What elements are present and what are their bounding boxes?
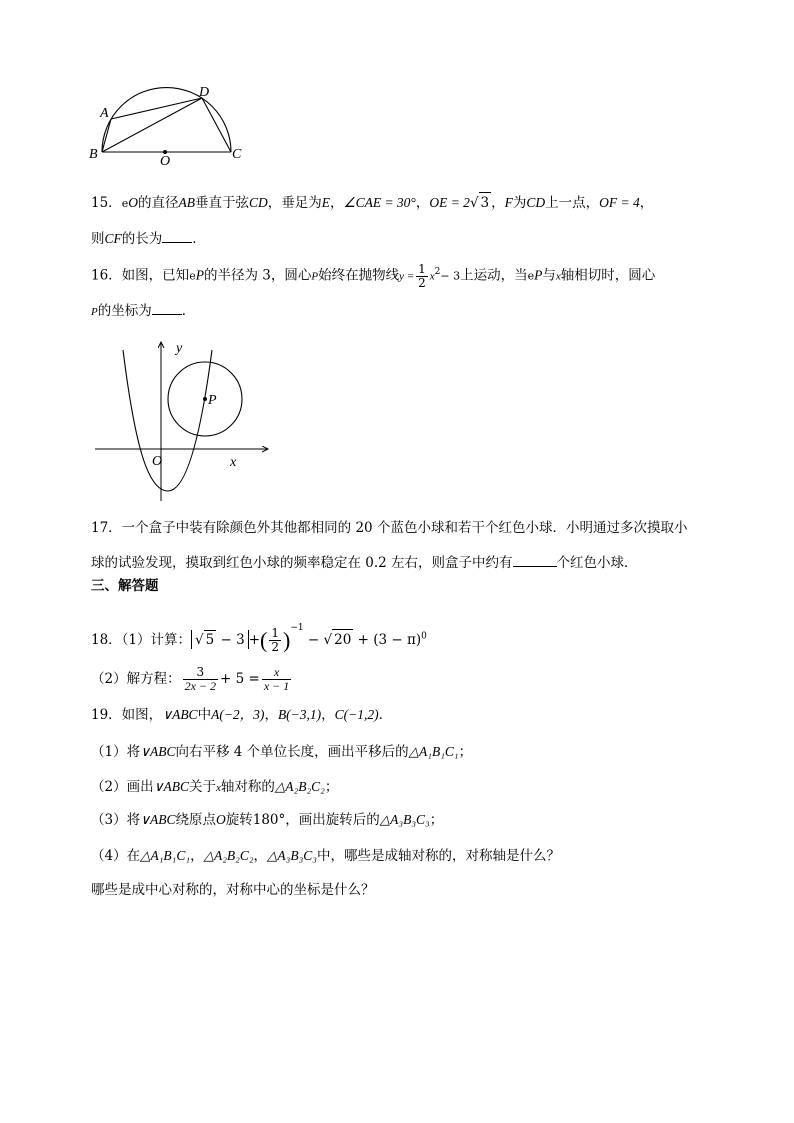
text: 中 bbox=[197, 707, 212, 723]
math-OE: OE = 2 bbox=[429, 195, 470, 210]
label-C: C bbox=[232, 147, 242, 162]
label-A: A bbox=[100, 106, 109, 121]
math-CD: CD bbox=[526, 195, 546, 210]
circle-symbol: e bbox=[527, 269, 535, 283]
math-P: P bbox=[534, 267, 543, 283]
text: ， bbox=[253, 848, 268, 864]
fraction bbox=[183, 666, 218, 693]
sqrt-3: 3 bbox=[479, 192, 492, 213]
fraction-half bbox=[416, 263, 428, 290]
text: ． bbox=[378, 707, 393, 723]
text: 垂直于弦 bbox=[194, 195, 249, 211]
text: （2）解方程： bbox=[91, 671, 181, 687]
label-D: D bbox=[199, 85, 210, 100]
text: ， bbox=[639, 195, 654, 211]
text: ； bbox=[324, 779, 339, 795]
text: 的半径为 3，圆心 bbox=[203, 267, 312, 284]
label-y: y bbox=[176, 341, 183, 356]
math-P: P bbox=[91, 306, 98, 318]
text: 轴对称的 bbox=[220, 779, 275, 795]
text: + bbox=[248, 632, 261, 648]
text: 的坐标为 bbox=[97, 303, 152, 319]
text: 轴相切时，圆心 bbox=[560, 267, 656, 284]
math-triangle-2: △A₂B₂C₂ bbox=[203, 848, 254, 863]
sqrt-sign: √ bbox=[323, 632, 333, 648]
sqrt-5: 5 bbox=[205, 632, 215, 648]
exponent: −1 bbox=[290, 623, 304, 633]
math-B: B(−3,1) bbox=[277, 707, 322, 722]
q17-line1: 17．一个盒子中装有除颜色外其他都相同的 20 个蓝色小球和若干个红色小球．小明通过多次摸取小 bbox=[91, 520, 688, 536]
q19-step2 bbox=[91, 777, 338, 798]
sqrt-sign: √ bbox=[195, 632, 204, 648]
q15-line2 bbox=[91, 228, 206, 249]
math-x: x bbox=[429, 270, 435, 283]
q17-line2 bbox=[91, 552, 638, 573]
math-CD: CD bbox=[248, 195, 268, 210]
math-triangle: ∨ABC bbox=[140, 812, 176, 827]
text: 为 bbox=[512, 195, 527, 211]
absolute-value bbox=[191, 630, 249, 649]
math-P: P bbox=[195, 267, 204, 283]
text: ， bbox=[264, 707, 278, 723]
text: 绕原点 bbox=[175, 812, 216, 828]
sqrt-20: 20 bbox=[332, 629, 353, 650]
text: ． bbox=[181, 303, 196, 319]
math-E: E bbox=[321, 195, 330, 210]
text: 的长为 bbox=[121, 231, 163, 247]
circle-symbol: e bbox=[189, 269, 196, 283]
text: 中，哪些是成轴对称的，对称轴是什么？ bbox=[317, 848, 560, 864]
center-P-dot bbox=[203, 397, 207, 401]
text: + bbox=[353, 632, 374, 648]
chord-BD bbox=[102, 98, 202, 152]
text: − 3 bbox=[216, 632, 245, 648]
text: ； bbox=[429, 812, 444, 828]
exponent: 2 bbox=[434, 267, 441, 277]
text: ， bbox=[491, 195, 505, 211]
text: （1）将 bbox=[91, 744, 141, 760]
text: 旋转180°，画出旋转后的 bbox=[225, 812, 380, 828]
q15-line1 bbox=[91, 192, 653, 214]
text: 关于 bbox=[188, 779, 216, 795]
math-x: x bbox=[555, 270, 561, 283]
q19-step3 bbox=[91, 810, 443, 830]
text: ， bbox=[415, 195, 430, 211]
text: 球的试验发现，摸取到红色小球的频率稳定在 0.2 左右，则盒子中约有 bbox=[91, 555, 513, 571]
text: 的直径 bbox=[137, 195, 179, 211]
text: 则 bbox=[91, 231, 105, 247]
label-P: P bbox=[208, 393, 217, 408]
math-CF: CF bbox=[104, 231, 122, 246]
math-P: P bbox=[311, 270, 319, 283]
circle-symbol: e bbox=[121, 197, 129, 210]
semicircle-figure bbox=[86, 82, 256, 166]
q15-number: 15． bbox=[91, 195, 122, 211]
q16-number: 16．如图，已知 bbox=[91, 267, 190, 284]
math-triangle: ∨ABC bbox=[153, 779, 189, 794]
math-triangle: ∨ABC bbox=[140, 744, 176, 759]
math-angle: ∠CAE = 30° bbox=[343, 195, 416, 210]
parabola-figure bbox=[90, 336, 280, 506]
answer-blank bbox=[513, 552, 557, 567]
text: ， bbox=[329, 195, 344, 211]
numerator: x bbox=[262, 666, 291, 680]
text: 向右平移 4 个单位长度，画出平移后的 bbox=[175, 744, 409, 760]
chord-AD bbox=[111, 98, 202, 119]
text: (3 − π) bbox=[373, 632, 422, 648]
numerator: 3 bbox=[183, 666, 218, 680]
semicircle-arc bbox=[102, 88, 231, 152]
right-paren: ) bbox=[283, 627, 291, 653]
math-x: x bbox=[215, 782, 221, 794]
q19-step1 bbox=[91, 742, 472, 762]
fraction bbox=[262, 666, 291, 693]
q18-number: 18．（1）计算： bbox=[91, 632, 192, 648]
answer-blank bbox=[152, 300, 182, 315]
denominator: x − 1 bbox=[263, 679, 290, 693]
label-B: B bbox=[89, 147, 98, 162]
math-OF: OF = 4 bbox=[599, 195, 640, 210]
q18-line1 bbox=[91, 618, 427, 654]
math-C: C(−1,2) bbox=[334, 707, 379, 722]
denominator: 2 bbox=[418, 275, 426, 290]
q19-step5: 哪些是成中心对称的，对称中心的坐标是什么？ bbox=[91, 882, 375, 898]
text: 19．如图， bbox=[91, 707, 163, 723]
text: 上一点， bbox=[545, 195, 600, 211]
math-triangle-1: △A₁B₁C₁ bbox=[408, 744, 459, 759]
math-O: O bbox=[128, 195, 138, 210]
fraction-half bbox=[269, 627, 281, 654]
text: 与 bbox=[542, 267, 556, 284]
text: ，垂足为 bbox=[267, 195, 322, 211]
text: − bbox=[303, 632, 324, 648]
denominator: 2 bbox=[271, 640, 279, 654]
denominator: 2x − 2 bbox=[184, 679, 217, 693]
text: （4）在 bbox=[91, 848, 141, 864]
math-triangle-2: △A₂B₂C₂ bbox=[274, 779, 325, 794]
text: ； bbox=[458, 744, 473, 760]
math-AB: AB bbox=[178, 195, 195, 210]
label-x: x bbox=[230, 455, 237, 470]
chord-DC bbox=[202, 98, 231, 152]
section-title: 三、解答题 bbox=[91, 578, 159, 594]
text: ， bbox=[321, 707, 335, 723]
math-triangle: ∨ABC bbox=[162, 707, 198, 722]
q19-line1 bbox=[91, 705, 392, 725]
math-F: F bbox=[504, 195, 513, 210]
text: + 5 = bbox=[220, 671, 260, 687]
numerator: 1 bbox=[418, 261, 426, 276]
q16-line1 bbox=[91, 262, 655, 290]
math-O: O bbox=[215, 812, 226, 827]
text: 上运动，当 bbox=[460, 267, 528, 284]
text: （3）将 bbox=[91, 812, 141, 828]
text: 始终在抛物线 bbox=[318, 267, 400, 284]
math-y: y = bbox=[399, 270, 415, 283]
answer-blank bbox=[162, 228, 192, 243]
text: ． bbox=[192, 231, 206, 247]
parabola-curve bbox=[123, 350, 212, 491]
left-paren: ( bbox=[260, 627, 268, 653]
text: （2）画出 bbox=[91, 779, 154, 795]
label-O: O bbox=[152, 454, 163, 469]
math-A: A(−2，3) bbox=[211, 707, 265, 722]
text: 个红色小球． bbox=[556, 555, 638, 571]
math-triangle-1: △A₁B₁C₁ bbox=[140, 848, 191, 863]
chord-BA bbox=[102, 119, 111, 152]
math-triangle-3: △A₃B₃C₃ bbox=[267, 848, 317, 863]
text: ， bbox=[190, 848, 204, 864]
text: − 3 bbox=[440, 269, 461, 283]
sqrt-sign: √ bbox=[469, 195, 479, 211]
label-O: O bbox=[160, 154, 171, 166]
q18-line2 bbox=[91, 666, 293, 693]
q16-line2 bbox=[91, 300, 195, 322]
math-triangle-3: △A₃B₃C₃ bbox=[379, 812, 430, 827]
exponent: 0 bbox=[421, 631, 427, 642]
numerator: 1 bbox=[271, 626, 279, 640]
q19-step4 bbox=[91, 846, 560, 866]
